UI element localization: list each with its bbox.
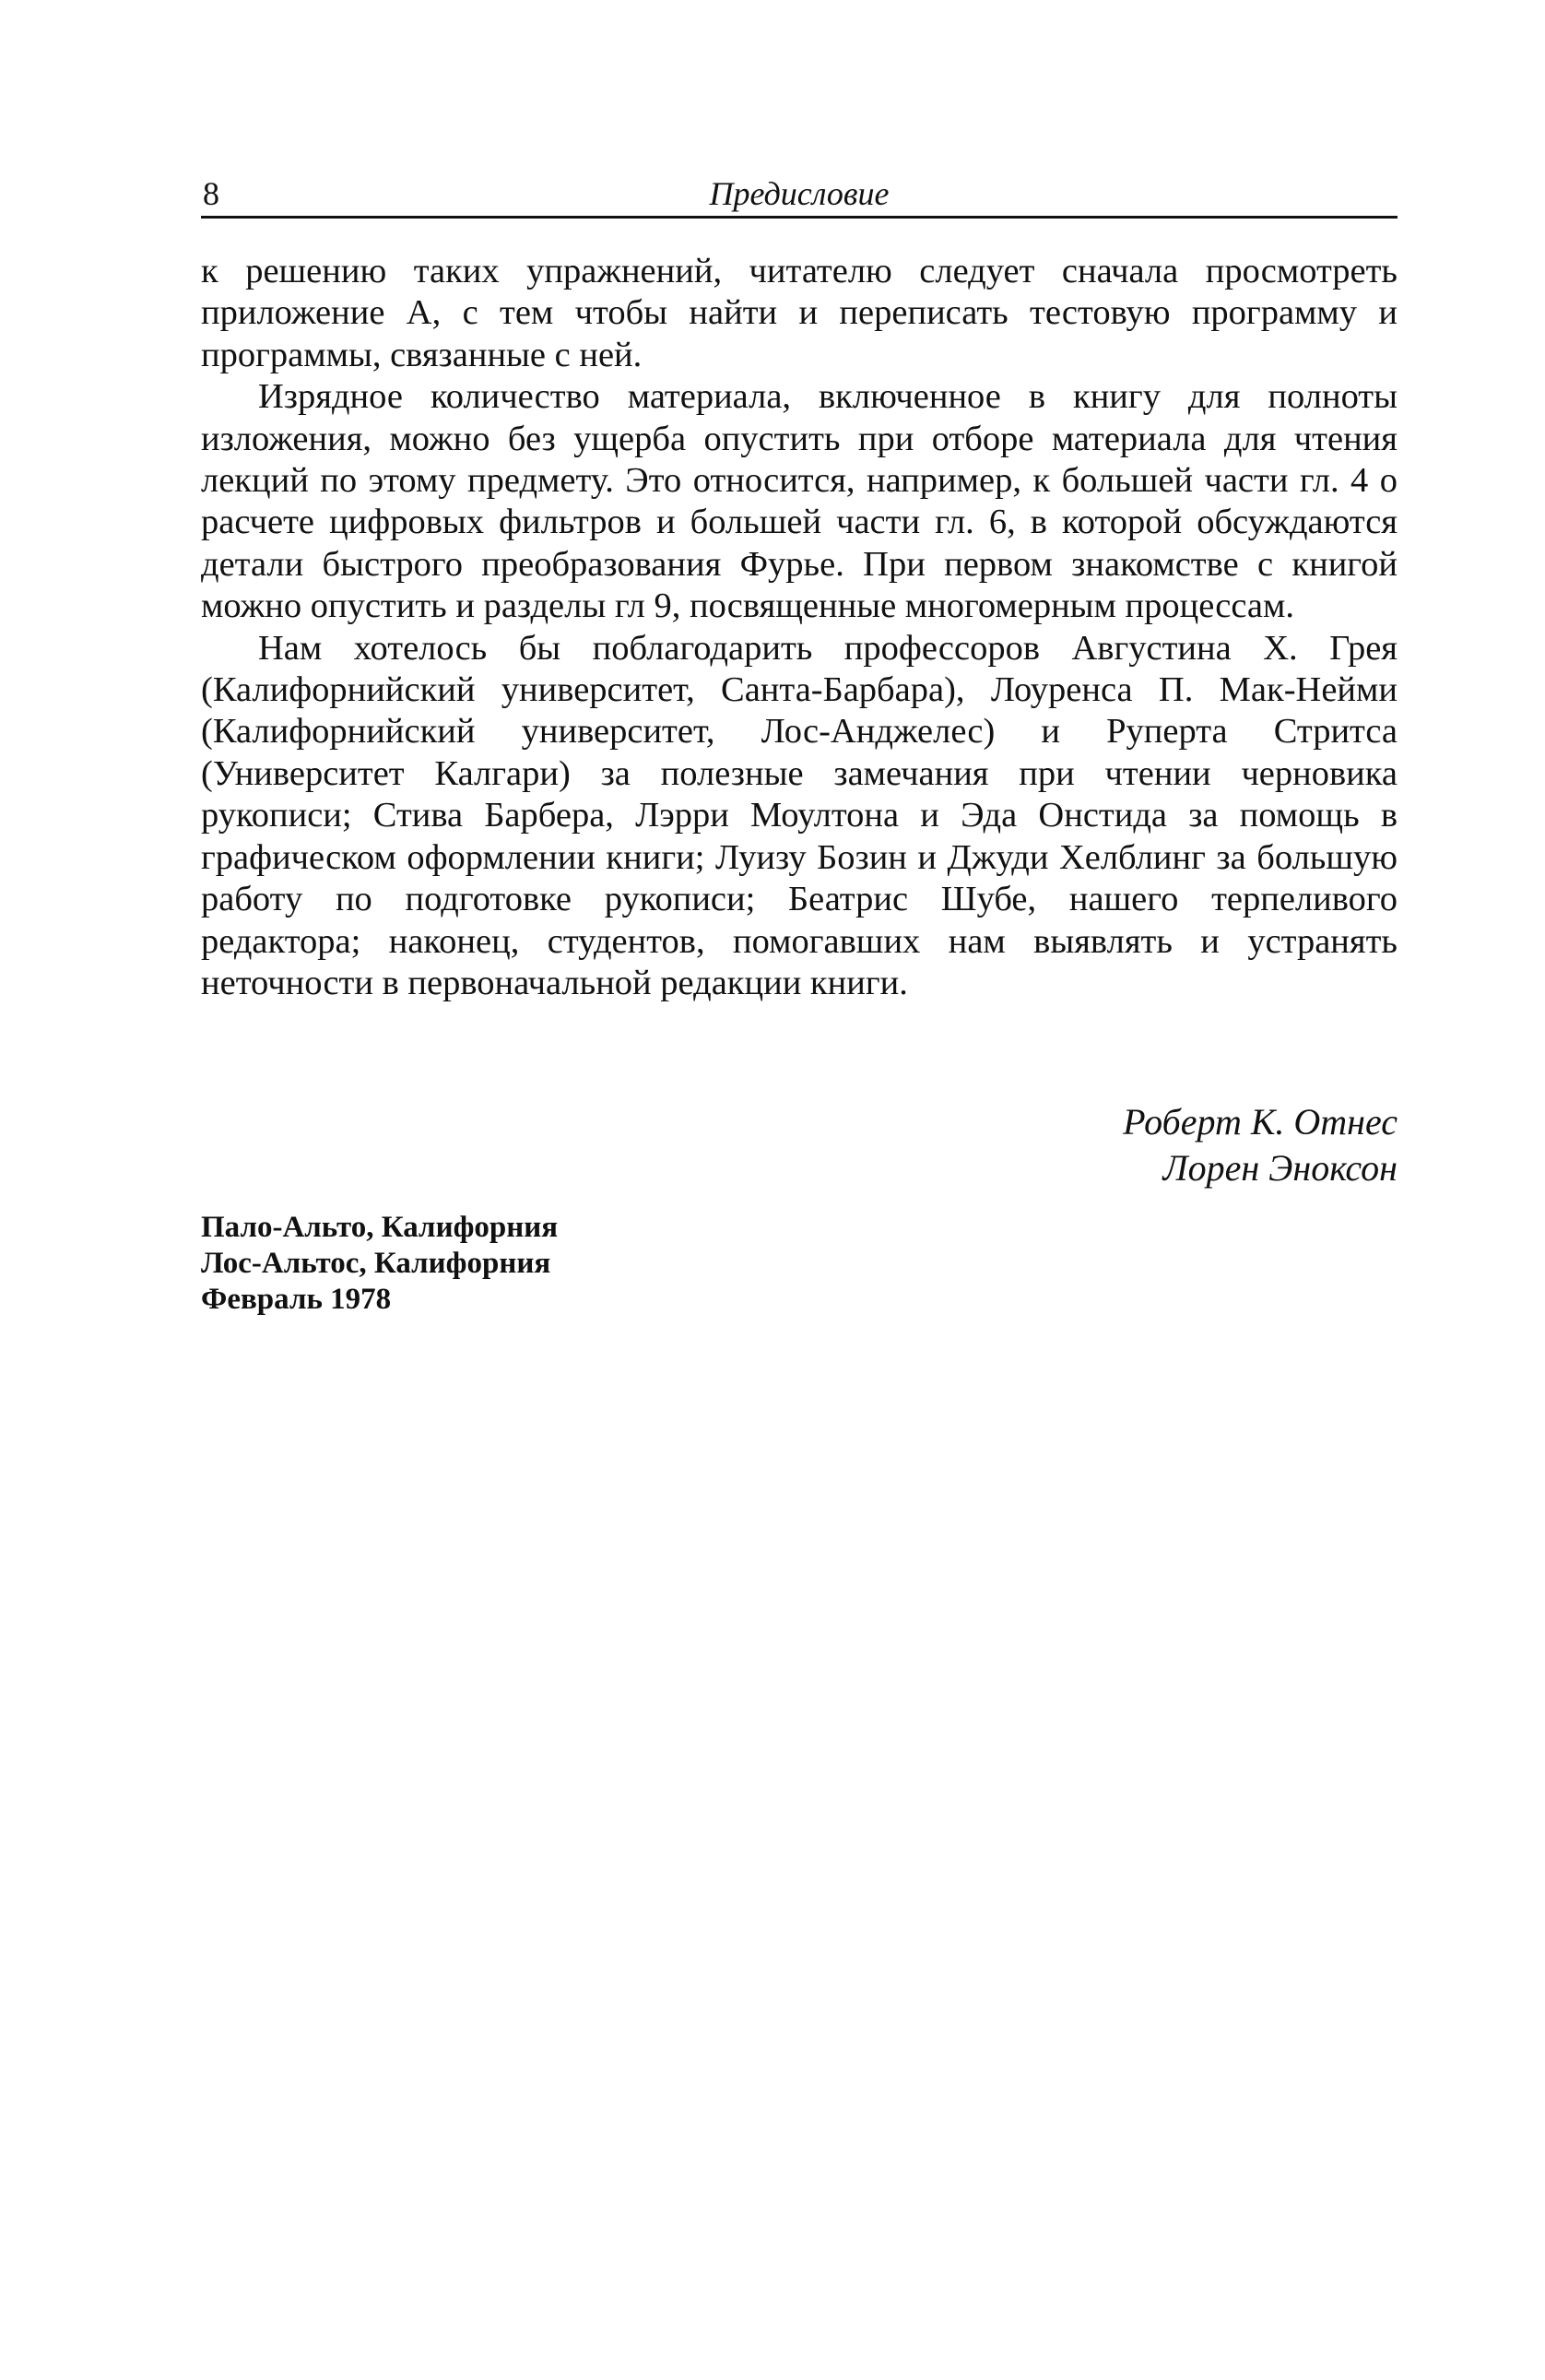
paragraph-continuation: к решению таких упражнений, читателю следует сначала просмотреть приложение А, с тем чтобы найти и переписать тестовую программу и программы, связанные с ней. [201, 252, 1398, 374]
page-number: 8 [203, 175, 219, 212]
running-head [201, 173, 1398, 219]
author-name: Лорен Эноксон [1162, 1147, 1398, 1189]
section-title: Предисловие [709, 175, 890, 212]
paragraph-acknowledgements: Нам хотелось бы поблагодарить профессоров Августина Х. Грея (Калифорнийский университет, Санта-Барбара), Лоуренса П. Мак-Нейми (Калифорнийский университет, Лос-Анджелес) и Руперта Стритса (Университет Калгари) за полезные замечания при чтении черновика рукописи; Стива Барбера, Лэрри Моултона и Эда Онстида за помощь в графическом оформлении книги; Луизу Бозин и Джуди Хелблинг за большую работу по подготовке рукописи; Беатрис Шубе, нашего терпеливого редактора; наконец, студентов, помогавших нам выявлять и устранять неточности в первоначальной редакции книги. [201, 628, 1398, 1002]
author-signatures [1123, 1099, 1398, 1191]
body-text [201, 251, 1398, 1004]
author-name: Роберт К. Отнес [1123, 1101, 1398, 1143]
place-line: Пало-Альто, Калифорния [201, 1211, 559, 1244]
place-line: Лос-Альтос, Калифорния [201, 1247, 551, 1280]
paragraph-material-selection: Изрядное количество материала, включенное в книгу для полноты изложения, можно без ущерба опустить при отборе материала для чтения лекций по этому предмету. Это относится, например, к большей части гл. 4 о расчете цифровых фильтров и большей части гл. 6, в которой обсуждаются детали быстрого преобразования Фурье. При первом знакомстве с книгой можно опустить и разделы гл 9, посвященные многомерным процессам. [201, 377, 1398, 626]
place-and-date [201, 1210, 558, 1318]
date-line: Февраль 1978 [201, 1283, 392, 1316]
